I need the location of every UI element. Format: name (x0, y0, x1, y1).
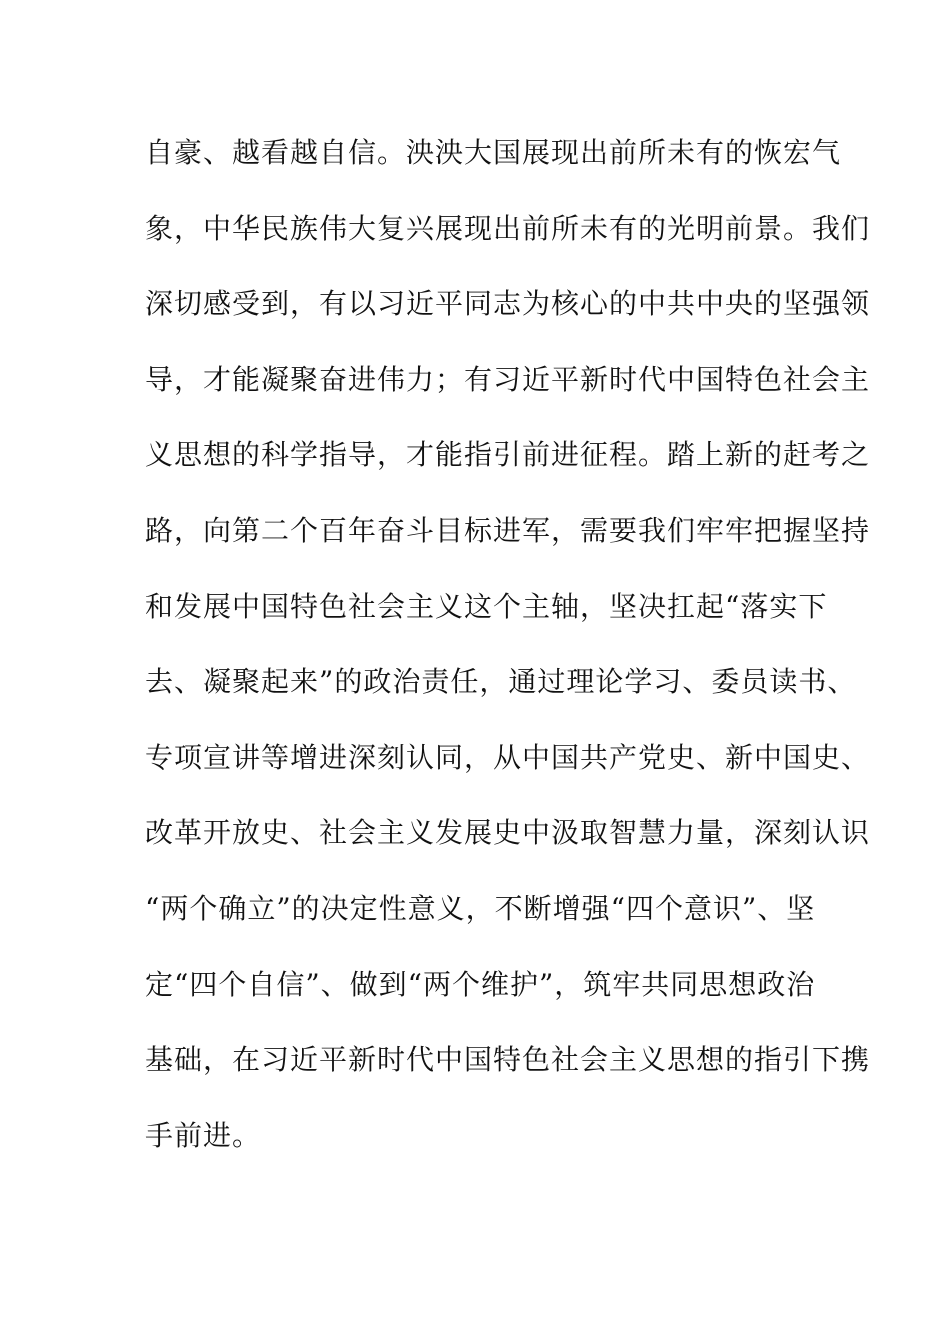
text-line-5: 义思想的科学指导，才能指引前进征程。踏上新的赶考之 (145, 438, 871, 472)
text-line-2: 象，中华民族伟大复兴展现出前所未有的光明前景。我们 (145, 211, 871, 245)
text-line-14: 手前进。 (145, 1118, 262, 1152)
text-line-3: 深切感受到，有以习近平同志为核心的中共中央的坚强领 (145, 287, 871, 321)
text-line-13: 基础，在习近平新时代中国特色社会主义思想的指引下携 (145, 1043, 871, 1077)
text-line-6: 路，向第二个百年奋斗目标进军，需要我们牢牢把握坚持 (145, 513, 871, 547)
text-line-8: 去、凝聚起来”的政治责任，通过理论学习、委员读书、 (145, 665, 857, 699)
text-line-1: 自豪、越看越自信。泱泱大国展现出前所未有的恢宏气 (145, 136, 842, 169)
text-line-7: 和发展中国特色社会主义这个主轴，坚决扛起“落实下 (145, 589, 828, 623)
text-line-10: 改革开放史、社会主义发展史中汲取智慧力量，深刻认识 (145, 816, 871, 850)
body-paragraph (145, 128, 871, 1186)
text-line-4: 导，才能凝聚奋进伟力；有习近平新时代中国特色社会主 (145, 362, 871, 396)
text-line-11: “两个确立”的决定性意义，不断增强“四个意识”、坚 (145, 891, 816, 925)
text-line-9: 专项宣讲等增进深刻认同，从中国共产党史、新中国史、 (145, 740, 871, 774)
text-line-12: 定“四个自信”、做到“两个维护”，筑牢共同思想政治 (145, 967, 816, 1001)
